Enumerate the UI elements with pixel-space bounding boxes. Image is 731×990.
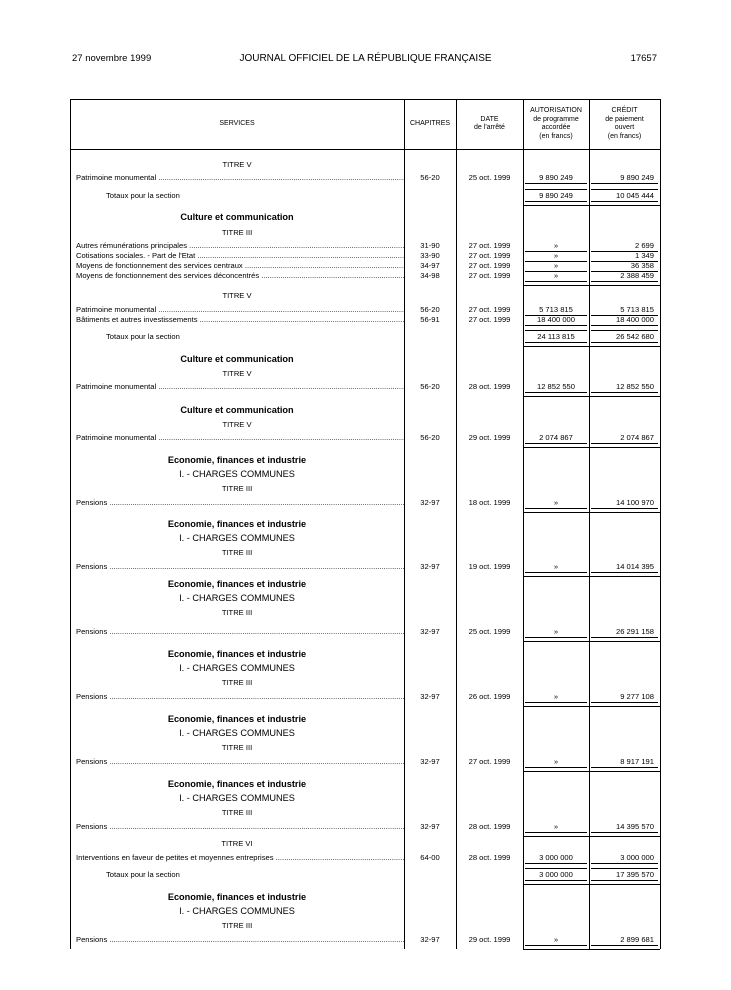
table-row xyxy=(70,627,660,637)
amount-underline xyxy=(591,325,658,326)
section-heading: TITRE V xyxy=(222,160,252,169)
amount-underline xyxy=(525,880,587,881)
service-label: Patrimoine monumental ..... xyxy=(76,305,404,315)
credit-cell: 2 074 867 xyxy=(620,433,654,442)
autorisation-cell: 24 113 815 xyxy=(537,332,575,341)
table-row xyxy=(70,382,660,392)
block-separator xyxy=(523,884,660,885)
table-row xyxy=(70,822,660,832)
section-heading: I. - CHARGES COMMUNES xyxy=(179,793,295,803)
date-cell: 26 oct. 1999 xyxy=(468,692,511,701)
service-label: Pensions ..... xyxy=(76,692,404,702)
service-label: Pensions ..... xyxy=(76,935,404,945)
block-separator xyxy=(523,641,660,642)
table-row xyxy=(70,853,660,863)
section-heading: Economie, finances et industrie xyxy=(167,455,307,465)
amount-underline xyxy=(525,863,587,864)
section-heading: I. - CHARGES COMMUNES xyxy=(179,906,295,916)
section-heading: TITRE III xyxy=(221,808,253,817)
service-label: Pensions ..... xyxy=(76,498,404,508)
section-heading: Economie, finances et industrie xyxy=(167,714,307,724)
amount-underline xyxy=(525,392,587,393)
date-cell: 29 oct. 1999 xyxy=(468,433,511,442)
section-heading: Culture et communication xyxy=(180,212,294,222)
autorisation-cell: » xyxy=(553,822,559,831)
credit-cell: 2 388 459 xyxy=(620,271,654,280)
amount-underline xyxy=(525,443,587,444)
header-auth-line3: accordée xyxy=(541,124,571,131)
section-heading: TITRE III xyxy=(221,678,253,687)
date-cell: 27 oct. 1999 xyxy=(468,261,511,270)
autorisation-cell: 12 852 550 xyxy=(536,382,575,391)
header-page-number: 17657 xyxy=(630,53,657,64)
credit-cell: 26 291 158 xyxy=(615,627,654,636)
autorisation-cell: » xyxy=(553,935,559,944)
credit-cell: 9 890 249 xyxy=(620,173,654,182)
credit-cell: 18 400 000 xyxy=(615,315,654,324)
service-label: Cotisations sociales. - Part de l'Etat ..... xyxy=(76,251,404,261)
credit-cell: 10 045 444 xyxy=(615,191,654,200)
service-label: Totaux pour la section xyxy=(106,332,180,341)
autorisation-cell: » xyxy=(553,241,559,250)
section-heading: Economie, finances et industrie xyxy=(167,519,307,529)
header-services xyxy=(70,99,404,149)
credit-cell: 17 395 570 xyxy=(615,870,654,879)
autorisation-cell: 5 713 815 xyxy=(539,305,573,314)
amount-underline xyxy=(591,832,658,833)
block-separator xyxy=(523,949,660,950)
header-auth-line2: de programme xyxy=(533,115,579,123)
credit-cell: 14 100 970 xyxy=(615,498,654,507)
amount-underline xyxy=(525,702,587,703)
amount-underline xyxy=(525,201,587,202)
service-label: Pensions ..... xyxy=(76,822,404,832)
chapitre-cell: 56-20 xyxy=(420,382,440,391)
section-heading: TITRE III xyxy=(221,608,253,617)
amount-underline xyxy=(591,443,658,444)
date-cell: 27 oct. 1999 xyxy=(468,315,511,324)
table-row xyxy=(70,433,660,443)
table-row xyxy=(70,692,660,702)
block-separator xyxy=(523,836,660,837)
table-row xyxy=(70,935,660,945)
header-services-label: SERVICES xyxy=(219,119,255,127)
autorisation-cell: » xyxy=(553,562,559,571)
header-date xyxy=(456,99,523,149)
amount-underline xyxy=(591,863,658,864)
autorisation-cell: » xyxy=(553,251,559,260)
section-heading: TITRE VI xyxy=(221,839,253,848)
chapitre-cell: 32-97 xyxy=(420,935,440,944)
service-label: Bâtiments et autres investissements ..... xyxy=(76,315,404,325)
autorisation-cell: » xyxy=(553,261,559,270)
section-heading: Economie, finances et industrie xyxy=(167,649,307,659)
section-total-row xyxy=(70,191,660,201)
autorisation-cell: » xyxy=(553,692,559,701)
amount-underline xyxy=(591,201,658,202)
section-heading: I. - CHARGES COMMUNES xyxy=(179,663,295,673)
block-separator xyxy=(523,576,660,577)
credit-cell: 9 277 108 xyxy=(620,692,654,701)
credit-cell: 1 349 xyxy=(634,251,654,260)
section-heading: TITRE III xyxy=(221,743,253,752)
chapitre-cell: 33-90 xyxy=(420,251,440,260)
block-separator xyxy=(523,396,660,397)
total-overline xyxy=(525,868,587,869)
section-heading: Economie, finances et industrie xyxy=(167,892,307,902)
section-heading: TITRE III xyxy=(221,484,253,493)
section-heading: TITRE V xyxy=(222,420,252,429)
credit-cell: 5 713 815 xyxy=(620,305,654,314)
section-heading: TITRE III xyxy=(221,228,253,237)
table-row xyxy=(70,173,660,183)
block-separator xyxy=(523,285,660,286)
section-heading: Economie, finances et industrie xyxy=(167,779,307,789)
section-heading: Culture et communication xyxy=(180,354,294,364)
header-credit xyxy=(589,99,660,149)
date-cell: 25 oct. 1999 xyxy=(468,627,511,636)
amount-underline xyxy=(525,832,587,833)
amount-underline xyxy=(525,342,587,343)
service-label: Interventions en faveur de petites et moyennes entreprises ..... xyxy=(76,853,404,863)
chapitre-cell: 34-98 xyxy=(420,271,440,280)
table-row xyxy=(70,241,660,251)
credit-cell: 12 852 550 xyxy=(615,382,654,391)
autorisation-cell: 3 000 000 xyxy=(539,870,573,879)
date-cell: 29 oct. 1999 xyxy=(468,935,511,944)
autorisation-cell: 3 000 000 xyxy=(539,853,573,862)
chapitre-cell: 56-20 xyxy=(420,173,440,182)
block-separator xyxy=(523,205,660,206)
chapitre-cell: 32-97 xyxy=(420,822,440,831)
date-cell: 28 oct. 1999 xyxy=(468,382,511,391)
section-heading: Economie, finances et industrie xyxy=(167,579,307,589)
block-separator xyxy=(523,447,660,448)
header-date-line1: DATE xyxy=(480,115,499,123)
header-credit-line2: de paiement xyxy=(605,115,644,123)
section-total-row xyxy=(70,332,660,342)
service-label: Pensions ..... xyxy=(76,562,404,572)
date-cell: 28 oct. 1999 xyxy=(468,853,511,862)
appropriations-table xyxy=(70,99,660,949)
header-chapitres-label: CHAPITRES xyxy=(409,119,451,127)
header-chapitres xyxy=(404,99,456,149)
amount-underline xyxy=(591,281,658,282)
section-heading: TITRE V xyxy=(222,369,252,378)
header-auth-line4: (en francs) xyxy=(539,132,573,140)
amount-underline xyxy=(525,767,587,768)
date-cell: 19 oct. 1999 xyxy=(468,562,511,571)
credit-cell: 36 358 xyxy=(630,261,654,270)
date-cell: 18 oct. 1999 xyxy=(468,498,511,507)
amount-underline xyxy=(591,183,658,184)
service-label: Totaux pour la section xyxy=(106,191,180,200)
autorisation-cell: » xyxy=(553,498,559,507)
credit-cell: 8 917 191 xyxy=(620,757,654,766)
amount-underline xyxy=(525,508,587,509)
section-heading: TITRE V xyxy=(222,291,252,300)
credit-cell: 26 542 680 xyxy=(615,332,654,341)
section-heading: Culture et communication xyxy=(180,405,294,415)
total-overline xyxy=(525,330,587,331)
header-credit-line3: ouvert xyxy=(614,124,635,131)
autorisation-cell: 2 074 867 xyxy=(539,433,573,442)
service-label: Autres rémunérations principales ..... xyxy=(76,241,404,251)
service-label: Patrimoine monumental ..... xyxy=(76,173,404,183)
chapitre-cell: 34-97 xyxy=(420,261,440,270)
amount-underline xyxy=(525,945,587,946)
section-total-row xyxy=(70,870,660,880)
header-credit-line1: CRÉDIT xyxy=(611,107,638,114)
date-cell: 27 oct. 1999 xyxy=(468,241,511,250)
block-separator xyxy=(523,346,660,347)
table-row xyxy=(70,271,660,281)
col-rule-right xyxy=(660,99,661,949)
section-heading: I. - CHARGES COMMUNES xyxy=(179,593,295,603)
block-separator xyxy=(523,512,660,513)
amount-underline xyxy=(591,342,658,343)
amount-underline xyxy=(525,281,587,282)
date-cell: 27 oct. 1999 xyxy=(468,757,511,766)
autorisation-cell: 9 890 249 xyxy=(539,173,573,182)
section-heading: I. - CHARGES COMMUNES xyxy=(179,469,295,479)
autorisation-cell: 18 400 000 xyxy=(536,315,575,324)
autorisation-cell: 9 890 249 xyxy=(539,191,573,200)
block-separator xyxy=(523,706,660,707)
credit-cell: 2 699 xyxy=(634,241,654,250)
service-label: Patrimoine monumental ..... xyxy=(76,433,404,443)
date-cell: 27 oct. 1999 xyxy=(468,251,511,260)
chapitre-cell: 32-97 xyxy=(420,562,440,571)
section-heading: TITRE III xyxy=(221,921,253,930)
table-row xyxy=(70,315,660,325)
table-row xyxy=(70,261,660,271)
chapitre-cell: 56-20 xyxy=(420,433,440,442)
header-date: 27 novembre 1999 xyxy=(72,53,152,64)
table-row xyxy=(70,251,660,261)
chapitre-cell: 31-90 xyxy=(420,241,440,250)
credit-cell: 14 395 570 xyxy=(615,822,654,831)
credit-cell: 14 014 395 xyxy=(615,562,654,571)
header-auth-line1: AUTORISATION xyxy=(530,107,582,114)
chapitre-cell: 56-91 xyxy=(420,315,440,324)
amount-underline xyxy=(591,572,658,573)
header-date-line2: de l'arrêté xyxy=(474,124,505,131)
service-label: Moyens de fonctionnement des services déconcentrés ..... xyxy=(76,271,404,281)
header-journal-title: JOURNAL OFFICIEL DE LA RÉPUBLIQUE FRANÇAISE xyxy=(239,53,492,64)
chapitre-cell: 32-97 xyxy=(420,627,440,636)
autorisation-cell: » xyxy=(553,271,559,280)
service-label: Totaux pour la section xyxy=(106,870,180,879)
header-credit-line4: (en francs) xyxy=(607,132,642,140)
date-cell: 27 oct. 1999 xyxy=(468,305,511,314)
amount-underline xyxy=(525,325,587,326)
section-heading: I. - CHARGES COMMUNES xyxy=(179,533,295,543)
chapitre-cell: 56-20 xyxy=(420,305,440,314)
chapitre-cell: 32-97 xyxy=(420,498,440,507)
amount-underline xyxy=(591,392,658,393)
chapitre-cell: 32-97 xyxy=(420,757,440,766)
service-label: Patrimoine monumental ..... xyxy=(76,382,404,392)
chapitre-cell: 32-97 xyxy=(420,692,440,701)
table-row xyxy=(70,757,660,767)
table-row xyxy=(70,498,660,508)
amount-underline xyxy=(525,572,587,573)
table-header-rule xyxy=(70,149,660,150)
date-cell: 25 oct. 1999 xyxy=(468,173,511,182)
date-cell: 28 oct. 1999 xyxy=(468,822,511,831)
service-label: Pensions ..... xyxy=(76,627,404,637)
amount-underline xyxy=(591,767,658,768)
table-row xyxy=(70,305,660,315)
table-row xyxy=(70,562,660,572)
credit-cell: 2 899 681 xyxy=(620,935,654,944)
amount-underline xyxy=(591,637,658,638)
credit-cell: 3 000 000 xyxy=(620,853,654,862)
service-label: Moyens de fonctionnement des services centraux ..... xyxy=(76,261,404,271)
section-heading: I. - CHARGES COMMUNES xyxy=(179,728,295,738)
header-autorisation xyxy=(523,99,589,149)
amount-underline xyxy=(591,880,658,881)
autorisation-cell: » xyxy=(553,627,559,636)
autorisation-cell: » xyxy=(553,757,559,766)
amount-underline xyxy=(591,945,658,946)
amount-underline xyxy=(525,183,587,184)
amount-underline xyxy=(591,702,658,703)
chapitre-cell: 64-00 xyxy=(420,853,440,862)
total-overline xyxy=(591,189,658,190)
service-label: Pensions ..... xyxy=(76,757,404,767)
total-overline xyxy=(525,189,587,190)
section-heading: TITRE III xyxy=(221,548,253,557)
block-separator xyxy=(523,771,660,772)
date-cell: 27 oct. 1999 xyxy=(468,271,511,280)
total-overline xyxy=(591,868,658,869)
amount-underline xyxy=(525,637,587,638)
amount-underline xyxy=(591,508,658,509)
total-overline xyxy=(591,330,658,331)
